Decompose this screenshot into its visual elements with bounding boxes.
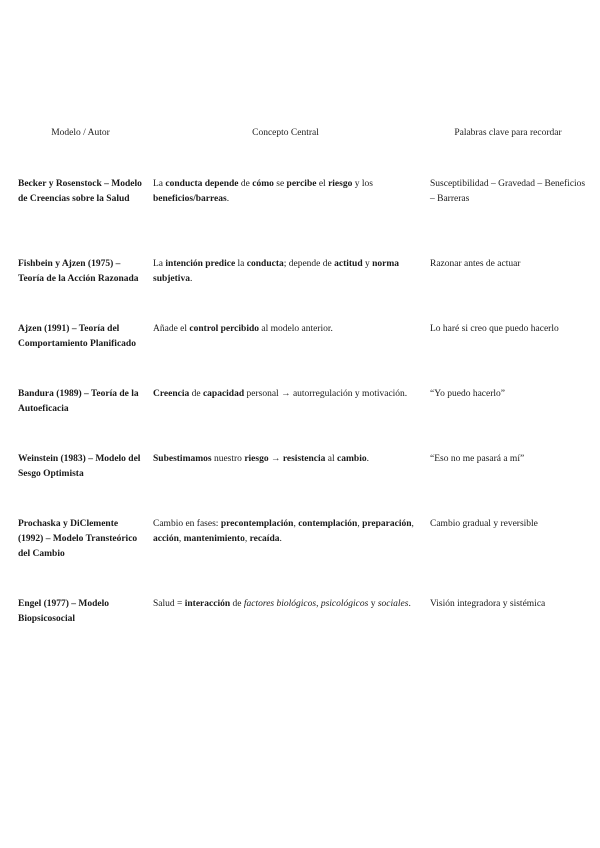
concept-text-run: . <box>279 534 282 544</box>
header-model-author: Modelo / Autor <box>51 128 110 138</box>
central-concept-cell <box>153 387 421 402</box>
concept-text-run: preparación <box>362 519 412 529</box>
concept-text-run: , <box>178 534 184 544</box>
concept-text-run: psicológicos <box>320 599 369 609</box>
concept-text-run: , <box>244 534 250 544</box>
concept-text-run: Cambio en fases: <box>153 519 221 529</box>
concept-text-run: personal → autorregulación y motivación. <box>244 389 408 399</box>
concept-text-run: se <box>273 179 287 189</box>
concept-text-run: factores biológicos <box>243 599 317 609</box>
central-concept-cell <box>153 257 421 287</box>
model-author-cell: Becker y Rosenstock – Modelo de Creencias sobre la Salud <box>18 179 142 204</box>
concept-text-run: acción <box>153 534 179 544</box>
concept-text-run: , <box>316 599 321 609</box>
concept-text-run: intención predice <box>165 259 236 269</box>
concept-text-run: , <box>357 519 363 529</box>
concept-text-run: resistencia <box>282 454 326 464</box>
concept-text-run: interacción <box>184 599 231 609</box>
keywords-cell: Susceptibilidad – Gravedad – Beneficios – Barreras <box>430 179 586 204</box>
concept-text-run: mantenimiento <box>183 534 245 544</box>
concept-text-run: conducta <box>246 259 284 269</box>
concept-text-run: capacidad <box>202 389 245 399</box>
keywords-cell: Razonar antes de actuar <box>430 259 521 269</box>
concept-text-run: riesgo <box>244 454 269 464</box>
concept-text-run: , <box>293 519 299 529</box>
concept-text-run: . <box>226 194 230 204</box>
model-author-cell: Ajzen (1991) – Teoría del Comportamiento Planificado <box>18 324 136 349</box>
model-author-cell: Fishbein y Ajzen (1975) – Teoría de la Acción Razonada <box>18 259 139 284</box>
concept-text-run: Creencia <box>153 389 190 399</box>
concept-text-run: recaída <box>249 534 280 544</box>
model-author-cell: Bandura (1989) – Teoría de la Autoeficacia <box>18 389 139 414</box>
concept-text-run: . <box>366 454 369 464</box>
concept-text-run: norma subjetiva <box>153 259 400 284</box>
model-author-cell: Weinstein (1983) – Modelo del Sesgo Optimista <box>18 454 141 479</box>
concept-text-run: la <box>235 259 247 269</box>
header-keywords: Palabras clave para recordar <box>454 128 562 138</box>
concept-text-run: cambio <box>337 454 367 464</box>
concept-text-run: Salud = <box>153 599 185 609</box>
keywords-cell: Lo haré si creo que puedo hacerlo <box>430 324 559 334</box>
concept-text-run: percibe <box>286 179 317 189</box>
concept-text-run: La <box>153 259 166 269</box>
concept-text-run: nuestro <box>211 454 245 464</box>
keywords-cell: Visión integradora y sistémica <box>430 599 546 609</box>
central-concept-cell <box>153 597 421 612</box>
concept-text-run: La <box>153 179 166 189</box>
concept-text-run: de <box>238 179 253 189</box>
header-central-concept: Concepto Central <box>252 128 319 138</box>
concept-text-run: cómo <box>252 179 274 189</box>
central-concept-cell <box>153 322 421 337</box>
central-concept-cell <box>153 177 421 207</box>
concept-text-run: y <box>362 259 373 269</box>
concept-text-run: contemplación <box>298 519 358 529</box>
concept-text-run: , <box>411 519 414 529</box>
concept-text-run: beneficios/barreas <box>153 194 227 204</box>
concept-text-run: al <box>325 454 338 464</box>
concept-text-run: Subestimamos <box>153 454 212 464</box>
keywords-cell: Cambio gradual y reversible <box>430 519 538 529</box>
concept-text-run: al modelo anterior. <box>259 324 333 334</box>
central-concept-cell <box>153 517 421 547</box>
keywords-cell: “Eso no me pasará a mí” <box>430 454 525 464</box>
concept-text-run: → <box>268 454 283 464</box>
concept-text-run: control percibido <box>189 324 259 334</box>
concept-text-run: y los <box>352 179 373 189</box>
keywords-cell: “Yo puedo hacerlo” <box>430 389 506 399</box>
concept-text-run: . <box>408 599 411 609</box>
concept-text-run: sociales <box>377 599 409 609</box>
concept-text-run: de <box>189 389 203 399</box>
central-concept-cell <box>153 452 421 467</box>
model-author-cell: Engel (1977) – Modelo Biopsicosocial <box>18 599 110 624</box>
concept-text-run: conducta depende <box>165 179 239 189</box>
model-author-cell: Prochaska y DiClemente (1992) – Modelo Transteórico del Cambio <box>18 519 138 559</box>
concept-text-run: de <box>230 599 244 609</box>
concept-text-run: ; depende de <box>283 259 335 269</box>
concept-text-run: actitud <box>334 259 363 269</box>
concept-text-run: precontemplación <box>220 519 294 529</box>
concept-text-run: riesgo <box>328 179 353 189</box>
concept-text-run: . <box>189 274 193 284</box>
concept-text-run: y <box>368 599 378 609</box>
concept-text-run: Añade el <box>153 324 190 334</box>
concept-text-run: el <box>316 179 329 189</box>
